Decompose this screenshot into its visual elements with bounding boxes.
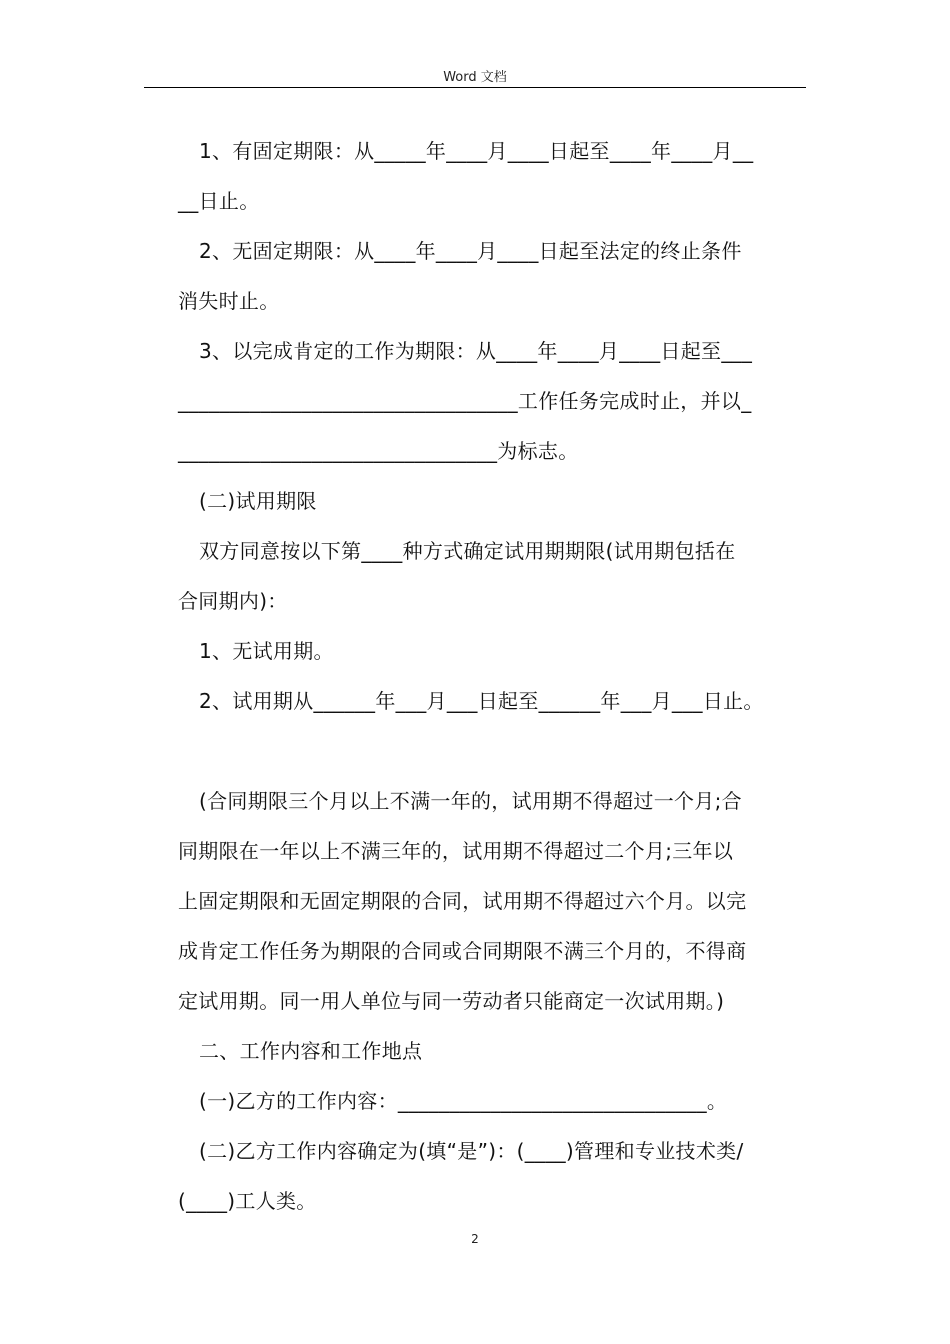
paragraph-probation-method-cont: 合同期内)：	[178, 589, 288, 613]
paragraph-work-content: (一)乙方的工作内容：______________________________。	[199, 1089, 728, 1113]
paragraph-probation-method: 双方同意按以下第____种方式确定试用期期限(试用期包括在	[199, 539, 736, 563]
paragraph-probation-note-line5: 定试用期。同一用人单位与同一劳动者只能商定一次试用期。)	[178, 989, 725, 1013]
paragraph-probation-note: (合同期限三个月以上不满一年的，试用期不得超过一个月;合	[199, 789, 742, 813]
paragraph-work-category: (二)乙方工作内容确定为(填“是”)：(____)管理和专业技术类/	[199, 1139, 744, 1163]
paragraph-work-category-cont: (____)工人类。	[178, 1189, 317, 1213]
section-probation-heading: (二)试用期限	[199, 489, 317, 513]
document-body	[178, 126, 808, 1226]
blank-line	[178, 726, 808, 776]
paragraph-task-term-cont2: _______________________________为标志。	[178, 439, 579, 463]
paragraph-probation-note-line3: 上固定期限和无固定期限的合同，试用期不得超过六个月。以完	[178, 889, 747, 913]
page-number: 2	[471, 1232, 479, 1246]
paragraph-probation-note-line2: 同期限在一年以上不满三年的，试用期不得超过二个月;三年以	[178, 839, 734, 863]
paragraph-probation-note-line4: 成肯定工作任务为期限的合同或合同期限不满三个月的，不得商	[178, 939, 747, 963]
paragraph-task-term: 3、以完成肯定的工作为期限：从____年____月____日起至___	[199, 339, 753, 363]
paragraph-fixed-term: 1、有固定期限：从_____年____月____日起至____年____月__	[199, 139, 754, 163]
header-divider	[144, 87, 806, 88]
paragraph-open-term-cont: 消失时止。	[178, 289, 280, 313]
section-work-heading: 二、工作内容和工作地点	[199, 1039, 423, 1063]
paragraph-open-term: 2、无固定期限：从____年____月____日起至法定的终止条件	[199, 239, 742, 263]
paragraph-probation-period: 2、试用期从______年___月___日起至______年___月___日止。	[199, 689, 764, 713]
paragraph-no-probation: 1、无试用期。	[199, 639, 334, 663]
paragraph-fixed-term-cont: __日止。	[178, 189, 260, 213]
paragraph-task-term-cont: _________________________________工作任务完成时止，并以_	[178, 389, 752, 413]
page-header: Word 文档	[443, 70, 507, 85]
